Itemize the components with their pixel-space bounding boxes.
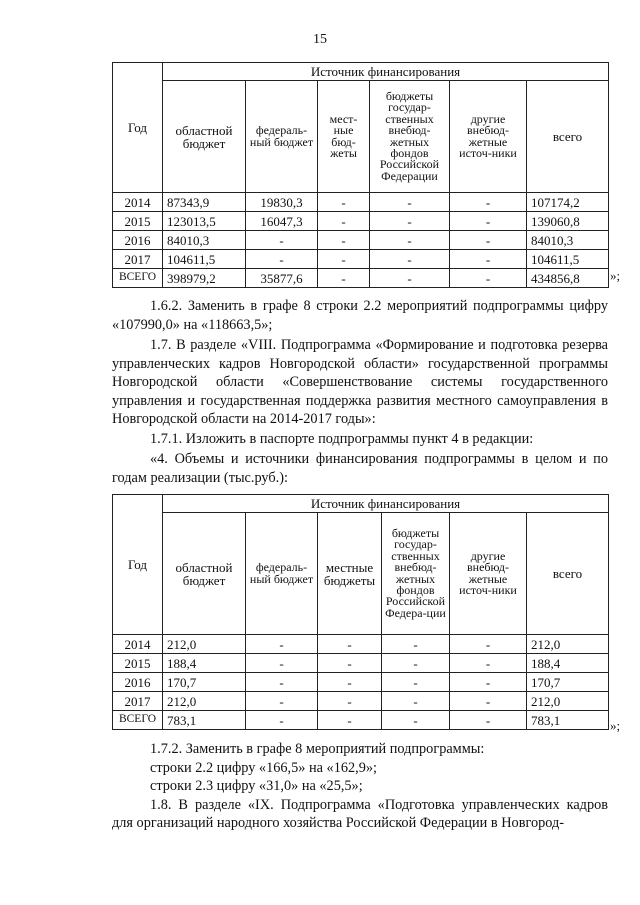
col-total: всего — [527, 513, 609, 635]
col-federal: федераль-ный бюджет — [246, 513, 318, 635]
value-cell: - — [318, 635, 382, 654]
col-local: мест-ные бюд-жеты — [318, 81, 370, 193]
col-other: другие внебюд-жетные источ-ники — [450, 81, 527, 193]
paragraph-4-volumes: «4. Объемы и источники финансирования подпрограммы в целом и по годам реализации (тыс.руб.): — [112, 451, 608, 486]
value-cell: - — [318, 711, 382, 730]
value-cell: 170,7 — [527, 673, 609, 692]
financing-table-2 — [112, 494, 609, 730]
value-cell: - — [450, 635, 527, 654]
value-cell: 170,7 — [163, 673, 246, 692]
value-cell: - — [318, 673, 382, 692]
paragraph-1-7: 1.7. В разделе «VIII. Подпрограмма «Формирование и подготовка резерва управленческих кадров Новгородской области» государственной программы Новгородской области «Совершенствование системы государственного управления и государственная поддержка развития местного самоуправления в Новгородской области на 2014-2017 годы»: — [112, 337, 608, 427]
col-state-funds: бюджеты государ-ственных внебюд-жетных фондов Российской Федера-ции — [382, 513, 450, 635]
year-cell: ВСЕГО — [113, 711, 163, 730]
year-cell: 2015 — [113, 654, 163, 673]
year-cell: 2016 — [113, 673, 163, 692]
col-other: другие внебюд-жетные источ-ники — [450, 513, 527, 635]
value-cell: - — [246, 654, 318, 673]
table-row — [113, 250, 609, 269]
paragraph-1-8: 1.8. В разделе «IX. Подпрограмма «Подготовка управленческих кадров для организаций народного хозяйства Российской Федерации в Новгород- — [112, 796, 608, 831]
source-header: Источник финансирования — [163, 495, 609, 513]
value-cell: - — [382, 692, 450, 711]
col-regional: областной бюджет — [163, 81, 246, 193]
value-cell: - — [450, 269, 527, 288]
value-cell: - — [370, 212, 450, 231]
value-cell: 139060,8 — [527, 212, 609, 231]
table-row — [113, 654, 609, 673]
year-cell: 2014 — [113, 635, 163, 654]
table-row — [113, 193, 609, 212]
value-cell: - — [246, 250, 318, 269]
paragraph-1-7-1: 1.7.1. Изложить в паспорте подпрограммы пункт 4 в редакции: — [150, 430, 534, 447]
year-cell: 2015 — [113, 212, 163, 231]
col-federal: федераль-ный бюджет — [246, 81, 318, 193]
source-header: Источник финансирования — [163, 63, 609, 81]
value-cell: 783,1 — [527, 711, 609, 730]
value-cell: - — [450, 231, 527, 250]
value-cell: 212,0 — [163, 635, 246, 654]
table-row — [113, 673, 609, 692]
value-cell: 398979,2 — [163, 269, 246, 288]
value-cell: 84010,3 — [163, 231, 246, 250]
value-cell: 84010,3 — [527, 231, 609, 250]
value-cell: - — [450, 193, 527, 212]
value-cell: - — [246, 692, 318, 711]
value-cell: - — [246, 231, 318, 250]
value-cell: - — [450, 711, 527, 730]
value-cell: 434856,8 — [527, 269, 609, 288]
financing-table-1 — [112, 62, 609, 288]
value-cell: - — [318, 212, 370, 231]
value-cell: 104611,5 — [527, 250, 609, 269]
year-cell: 2017 — [113, 692, 163, 711]
value-cell: - — [450, 212, 527, 231]
section-text-1 — [112, 297, 608, 487]
year-header: Год — [113, 63, 163, 193]
value-cell: - — [450, 250, 527, 269]
value-cell: 212,0 — [163, 692, 246, 711]
table1-tail: »; — [610, 268, 621, 283]
value-cell: 188,4 — [163, 654, 246, 673]
paragraph-row-2-2: строки 2.2 цифру «166,5» на «162,9»; — [150, 759, 377, 776]
paragraph-1-7-2: 1.7.2. Заменить в графе 8 мероприятий подпрограммы: — [150, 741, 485, 757]
table-row — [113, 692, 609, 711]
table2-tail: »; — [610, 718, 621, 733]
value-cell: - — [318, 193, 370, 212]
value-cell: - — [370, 231, 450, 250]
section-text-2 — [112, 740, 608, 833]
col-total: всего — [527, 81, 609, 193]
year-cell: 2016 — [113, 231, 163, 250]
value-cell: - — [246, 711, 318, 730]
value-cell: - — [370, 269, 450, 288]
value-cell: 35877,6 — [246, 269, 318, 288]
value-cell: - — [318, 692, 382, 711]
value-cell: - — [450, 654, 527, 673]
year-cell: 2017 — [113, 250, 163, 269]
value-cell: - — [382, 711, 450, 730]
page-number: 15 — [313, 32, 327, 47]
value-cell: 104611,5 — [163, 250, 246, 269]
year-cell: 2014 — [113, 193, 163, 212]
year-header: Год — [113, 495, 163, 635]
value-cell: - — [450, 692, 527, 711]
table-row — [113, 635, 609, 654]
col-state-funds: бюджеты государ-ственных внебюд-жетных фондов Российской Федерации — [370, 81, 450, 193]
table-row — [113, 269, 609, 288]
value-cell: 16047,3 — [246, 212, 318, 231]
value-cell: - — [370, 250, 450, 269]
paragraph-1-6-2: 1.6.2. Заменить в графе 8 строки 2.2 мероприятий подпрограммы цифру «107990,0» на «118663,5»; — [112, 298, 608, 333]
value-cell: - — [450, 673, 527, 692]
value-cell: 19830,3 — [246, 193, 318, 212]
value-cell: 123013,5 — [163, 212, 246, 231]
value-cell: 107174,2 — [527, 193, 609, 212]
value-cell: - — [246, 673, 318, 692]
value-cell: - — [382, 635, 450, 654]
value-cell: - — [382, 654, 450, 673]
value-cell: 212,0 — [527, 635, 609, 654]
value-cell: 783,1 — [163, 711, 246, 730]
value-cell: 188,4 — [527, 654, 609, 673]
value-cell: - — [370, 193, 450, 212]
col-local: местные бюджеты — [318, 513, 382, 635]
col-regional: областной бюджет — [163, 513, 246, 635]
value-cell: - — [318, 269, 370, 288]
paragraph-row-2-3: строки 2.3 цифру «31,0» на «25,5»; — [150, 778, 363, 794]
value-cell: - — [318, 250, 370, 269]
table-row — [113, 212, 609, 231]
value-cell: - — [246, 635, 318, 654]
value-cell: 87343,9 — [163, 193, 246, 212]
table-row — [113, 711, 609, 730]
value-cell: - — [318, 654, 382, 673]
value-cell: 212,0 — [527, 692, 609, 711]
value-cell: - — [318, 231, 370, 250]
table-row — [113, 231, 609, 250]
value-cell: - — [382, 673, 450, 692]
year-cell: ВСЕГО — [113, 269, 163, 288]
